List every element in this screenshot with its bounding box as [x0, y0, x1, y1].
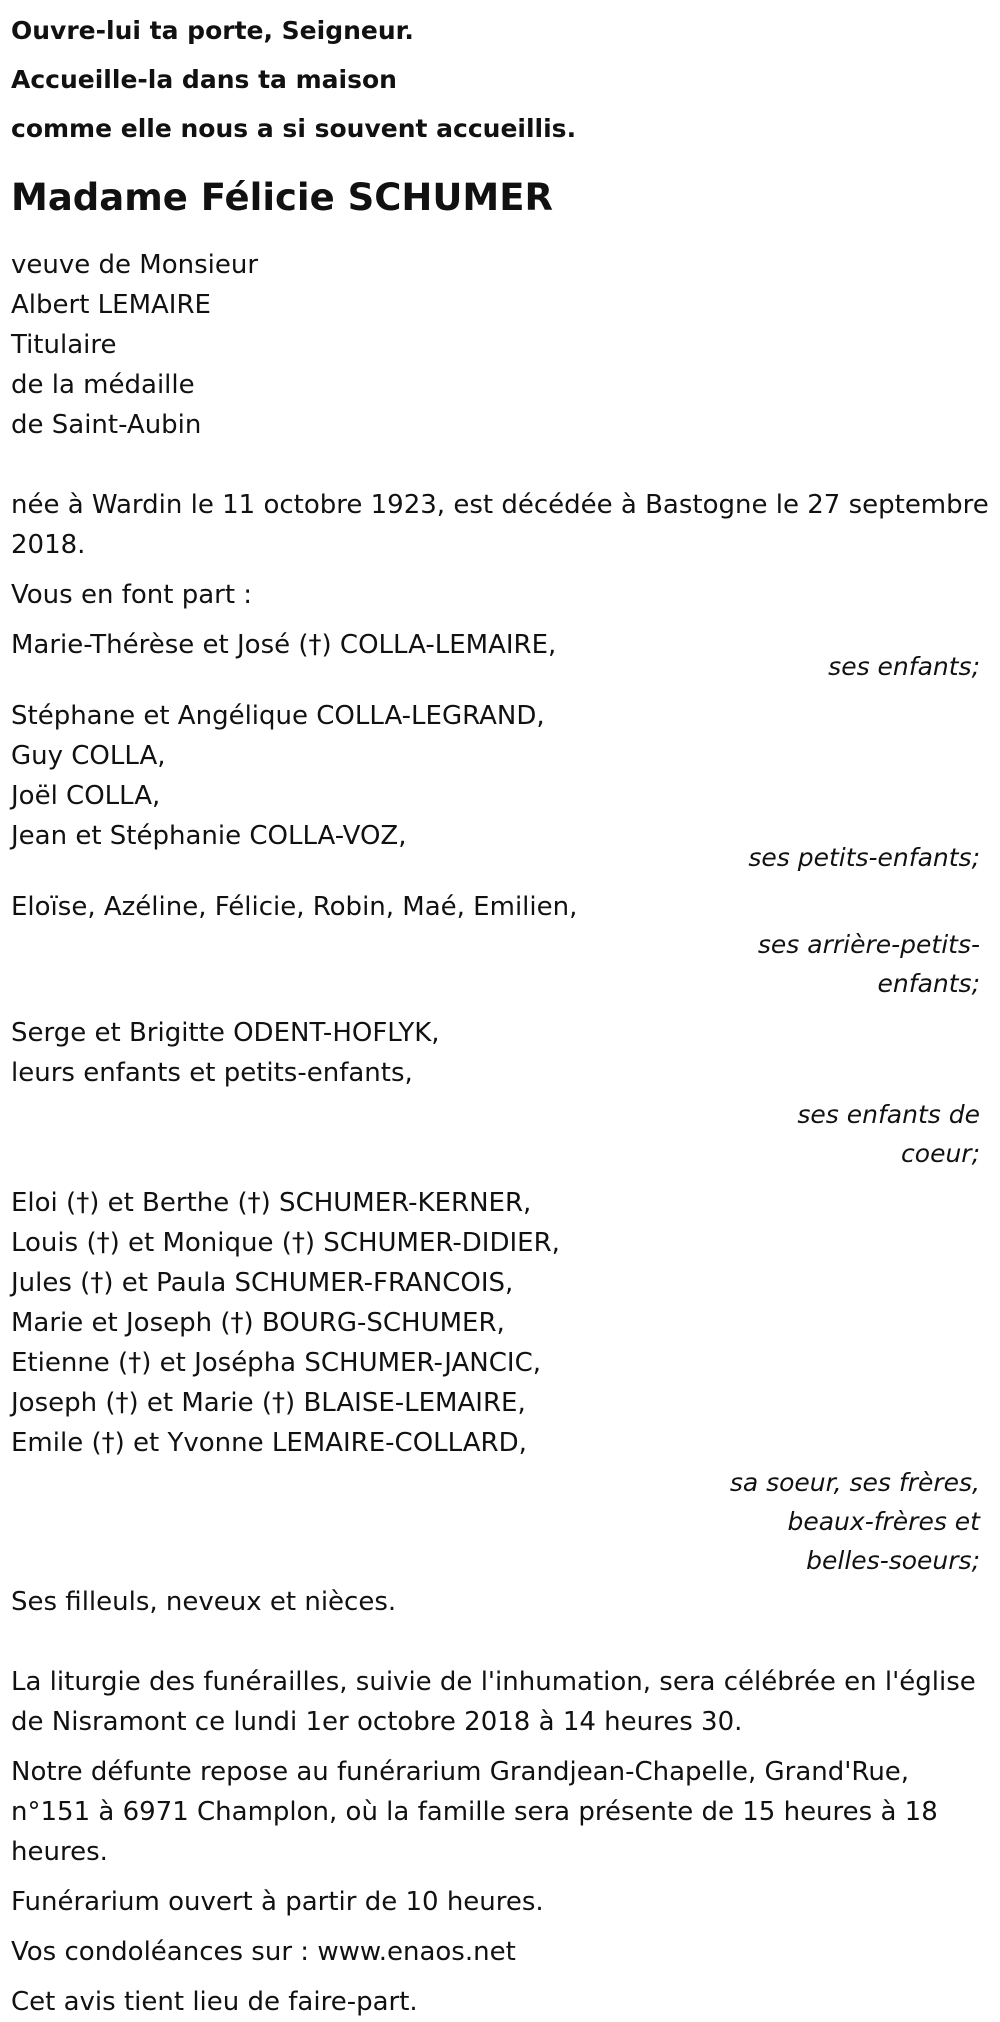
intro-line: de Saint-Aubin	[11, 410, 202, 440]
family-name-line: Joseph (†) et Marie (†) BLAISE-LEMAIRE,	[11, 1388, 526, 1418]
relation-line: ses enfants;	[828, 652, 980, 681]
relation-line: beaux-frères et	[787, 1507, 980, 1536]
relation-label	[0, 1463, 980, 1580]
family-group	[11, 887, 990, 1003]
family-name-line: Jean et Stéphanie COLLA-VOZ,	[11, 821, 407, 851]
intro-line: de la médaille	[11, 370, 195, 400]
relation-line: sa soeur, ses frères,	[729, 1468, 980, 1497]
relation-label	[0, 1095, 980, 1173]
birth-death	[11, 485, 990, 565]
deceased-name: Madame Félicie SCHUMER	[11, 176, 553, 219]
family-group	[11, 696, 990, 877]
relation-label	[0, 925, 980, 1003]
family-name-line: Joël COLLA,	[11, 781, 161, 811]
relation-line: ses petits-enfants;	[748, 843, 980, 872]
relation-line: ses arrière-petits-	[757, 930, 980, 959]
intro	[11, 245, 990, 445]
relation-line: enfants;	[877, 969, 980, 998]
family-name-line: Louis (†) et Monique (†) SCHUMER-DIDIER,	[11, 1228, 560, 1258]
opening-hours: Funérarium ouvert à partir de 10 heures.	[11, 1887, 544, 1917]
funeral-line: de Nisramont ce lundi 1er octobre 2018 à 14 heures 30.	[11, 1707, 743, 1737]
rest-line: Notre défunte repose au funérarium Grandjean-Chapelle, Grand'Rue,	[11, 1757, 910, 1787]
relation-line: belles-soeurs;	[806, 1546, 980, 1575]
notice: Cet avis tient lieu de faire-part.	[11, 1987, 418, 2017]
condolences: Vos condoléances sur : www.enaos.net	[11, 1937, 516, 1967]
family-name-line: Emile (†) et Yvonne LEMAIRE-COLLARD,	[11, 1428, 527, 1458]
prayer-line: comme elle nous a si souvent accueillis.	[11, 114, 577, 143]
funeral-info	[11, 1662, 990, 1742]
family-name-line: leurs enfants et petits-enfants,	[11, 1058, 413, 1088]
relation-line: ses enfants de	[797, 1100, 980, 1129]
family-name-line: Jules (†) et Paula SCHUMER-FRANCOIS,	[11, 1268, 514, 1298]
rest-line: n°151 à 6971 Champlon, où la famille sera présente de 15 heures à 18	[11, 1797, 938, 1827]
family-name-line: Marie et Joseph (†) BOURG-SCHUMER,	[11, 1308, 505, 1338]
relation-line: coeur;	[901, 1139, 980, 1168]
rest-line: heures.	[11, 1837, 108, 1867]
intro-line: Albert LEMAIRE	[11, 290, 211, 320]
family-group	[11, 1183, 990, 1580]
family-name-line: Stéphane et Angélique COLLA-LEGRAND,	[11, 701, 545, 731]
prayer	[11, 0, 990, 153]
funeral-line: La liturgie des funérailles, suivie de l'inhumation, sera célébrée en l'église	[11, 1667, 976, 1697]
others-line: Ses filleuls, neveux et nièces.	[11, 1587, 397, 1617]
family-name-line: Guy COLLA,	[11, 741, 166, 771]
intro-line: veuve de Monsieur	[11, 250, 259, 280]
intro-line: Titulaire	[11, 330, 117, 360]
prayer-line: Accueille-la dans ta maison	[11, 65, 397, 94]
family-group	[11, 625, 990, 686]
birth-death-line: 2018.	[11, 530, 86, 560]
family-group	[11, 1013, 990, 1173]
birth-death-line: née à Wardin le 11 octobre 1923, est décédée à Bastogne le 27 septembre	[11, 490, 989, 520]
family-name-line: Eloi (†) et Berthe (†) SCHUMER-KERNER,	[11, 1188, 532, 1218]
family-name-line: Eloïse, Azéline, Félicie, Robin, Maé, Emilien,	[11, 892, 578, 922]
rest-info	[11, 1752, 990, 1872]
family-name-line: Serge et Brigitte ODENT-HOFLYK,	[11, 1018, 440, 1048]
prayer-line: Ouvre-lui ta porte, Seigneur.	[11, 16, 414, 45]
announce: Vous en font part :	[11, 580, 253, 610]
family-name-line: Etienne (†) et Josépha SCHUMER-JANCIC,	[11, 1348, 541, 1378]
family-name-line: Marie-Thérèse et José (†) COLLA-LEMAIRE,	[11, 630, 557, 660]
